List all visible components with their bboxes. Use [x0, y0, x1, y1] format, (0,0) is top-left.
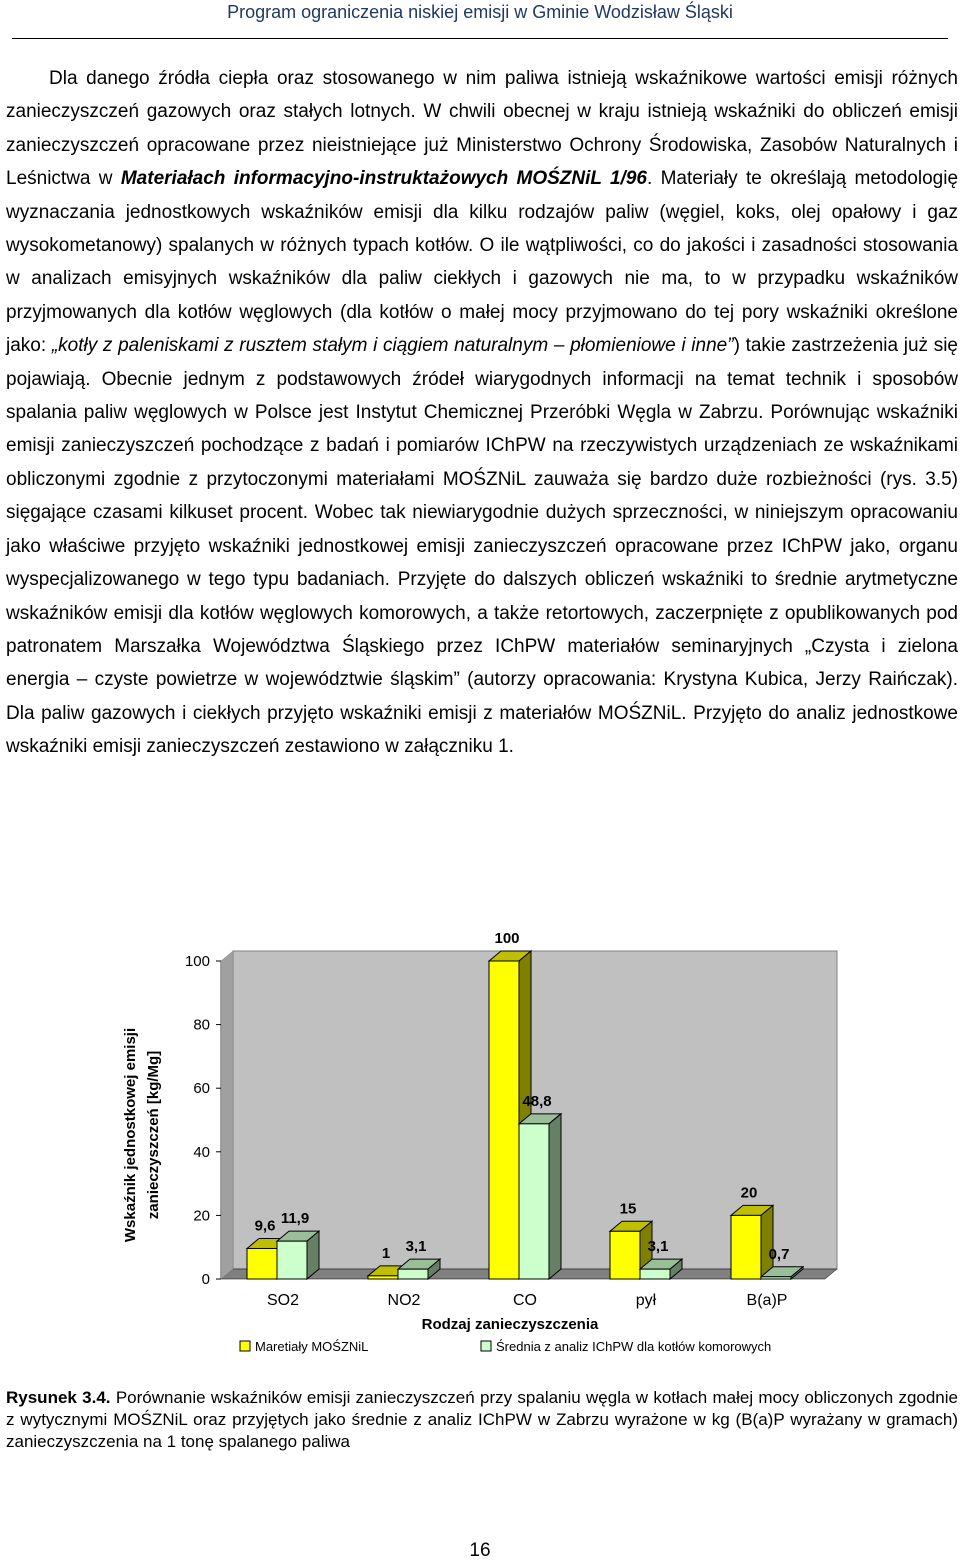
- paragraph-text: . Materiały te określają metodologię wyznaczania jednostkowych wskaźników emisji dla kilku rodzajów paliw (węgiel, koks, olej opałowy i gaz wysokometanowy) spalanych w różnych typach kotłów. O ile wątpliwości, co do jakości i zasadności stosowania w analizach emisyjnych wskaźników dla paliw ciekłych i gazowych nie ma, to w przypadku wskaźników przyjmowanych dla kotłów węglowych (dla kotłów o małej mocy przyjmowano do tej pory wskaźniki określone jako:: [6, 168, 959, 357]
- bar-front: [519, 1124, 549, 1279]
- category-label: SO2: [266, 1292, 300, 1309]
- bar-front: [247, 1248, 277, 1279]
- bar-data-label: 3,1: [405, 1238, 427, 1256]
- category-label: NO2: [387, 1292, 421, 1309]
- bar: [731, 1205, 773, 1279]
- bar-data-label: 0,7: [768, 1245, 790, 1263]
- bar-data-label: 48,8: [522, 1092, 552, 1110]
- caption-label: Rysunek 3.4.: [6, 1388, 111, 1407]
- bar-data-label: 20: [740, 1184, 758, 1202]
- chart-side-wall: [221, 951, 233, 1279]
- bar-front: [398, 1269, 428, 1279]
- body-text: [6, 62, 958, 764]
- y-axis-title-line1: Wskaźnik jednostkowej emisji: [122, 1027, 139, 1243]
- bar: [519, 1114, 561, 1279]
- bar-data-label: 15: [619, 1200, 637, 1218]
- y-tick-label: 100: [184, 953, 210, 970]
- legend-label-ichpw: Średnia z analiz IChPW dla kotłów komorowych: [496, 1339, 772, 1354]
- header-divider: [12, 38, 948, 39]
- bar-data-label: 9,6: [254, 1217, 276, 1235]
- legend-swatch-mosznil: [240, 1341, 250, 1351]
- legend-label-mosznil: Maretiały MOŚZNiL: [255, 1339, 369, 1354]
- caption-text: Porównanie wskaźników emisji zanieczyszczeń przy spalaniu węgla w kotłach małej mocy obliczonych zgodnie z wytycznymi MOŚZNiL oraz przyjętych jako średnie z analiz IChPW w Zabrzu wyrażone w kg (B(a)P wyrażany w gramach) zanieczyszczenia na 1 tonę spalanego paliwa: [6, 1388, 958, 1451]
- bar-front: [731, 1215, 761, 1279]
- paragraph-text: ) takie zastrzeżenia już się pojawiają. Obecnie jednym z podstawowych źródeł wiarygodnych informacji na temat technik i sposobów spalania paliw węglowych w Polsce jest Instytut Chemicznej Przeróbki Węgla w Zabrzu. Porównując wskaźniki emisji zanieczyszczeń pochodzące z badań i pomiarów IChPW na rzeczywistych urządzeniach ze wskaźnikami obliczonymi zgodnie z przytoczonymi materiałami MOŚZNiL zauważa się bardzo duże rozbieżności (rys. 3.5) sięgające czasami kilkuset procent. Wobec tak niewiarygodnie dużych sprzeczności, w niniejszym opracowaniu jako właściwe przyjęto wskaźniki jednostkowej emisji zanieczyszczeń opracowane przez IChPW jako, organu wyspecjalizowanego w tego typu badaniach. Przyjęte do dalszych obliczeń wskaźniki to średnie arytmetyczne wskaźników emisji dla kotłów węglowych komorowych, a także retortowych, zaczerpnięte z opublikowanych pod patronatem Marszałka Województwa Śląskiego przez IChPW materiałów seminaryjnych „Czysta i zielona energia – czyste powietrze w województwie śląskim” (autorzy opracowania: Krystyna Kubica, Jerzy Raińczak). Dla paliw gazowych i ciekłych przyjęto wskaźniki emisji z materiałów MOŚZNiL. Przyjęto do analiz jednostkowe wskaźniki emisji zanieczyszczeń zestawiono w załączniku 1.: [6, 335, 958, 758]
- bar-front: [610, 1231, 640, 1279]
- bar-front: [640, 1269, 670, 1279]
- category-labels: [267, 1292, 787, 1309]
- category-label: CO: [513, 1292, 537, 1309]
- emission-chart: [100, 925, 840, 1365]
- y-tick-label: 40: [193, 1143, 210, 1161]
- body-paragraph: [6, 62, 958, 764]
- bar-front: [761, 1277, 791, 1279]
- y-tick-labels: [185, 953, 221, 1288]
- bar-data-label: 1: [381, 1244, 391, 1262]
- bar-data-label: 11,9: [280, 1210, 310, 1228]
- boiler-type-quote: „kotły z paleniskami z rusztem stałym i ciągiem naturalnym – płomieniowe i inne”: [51, 335, 734, 357]
- y-tick-label: 20: [193, 1207, 210, 1225]
- paragraph-text: Dla danego źródła ciepła oraz stosowanego w nim paliwa istnieją wskaźnikowe wartości emisji różnych zanieczyszczeń gazowych oraz stałych lotnych. W chwili obecnej w kraju istnieją wskaźniki do obliczeń emisji zanieczyszczeń opracowane przez nieistniejące już Ministerstwo Ochrony Środowiska, Zasobów Naturalnych i Leśnictwa w: [6, 68, 958, 190]
- bar-front: [489, 961, 519, 1279]
- bar-side: [549, 1114, 561, 1279]
- bar-data-label: 3,1: [647, 1238, 669, 1256]
- category-label: B(a)P: [746, 1292, 788, 1309]
- chart-canvas: [100, 925, 840, 1365]
- document-reference: Materiałach informacyjno-instruktażowych MOŚZNiL 1/96: [120, 168, 647, 190]
- bar-front: [277, 1241, 307, 1279]
- page-header: Program ograniczenia niskiej emisji w Gminie Wodzisław Śląski: [227, 2, 733, 22]
- category-label: pył: [635, 1292, 657, 1309]
- y-tick-label: 0: [201, 1271, 210, 1288]
- y-tick-label: 80: [193, 1016, 210, 1034]
- x-axis-title: Rodzaj zanieczyszczenia: [421, 1316, 599, 1333]
- page-number: 16: [469, 1540, 491, 1561]
- y-tick-label: 60: [193, 1080, 210, 1098]
- legend-swatch-ichpw: [481, 1341, 491, 1351]
- bar-front: [368, 1276, 398, 1279]
- figure-caption: [6, 1387, 958, 1453]
- bar-data-label: 100: [494, 930, 520, 947]
- bar: [277, 1231, 319, 1279]
- y-axis-title-line2: zanieczyszczeń [kg/Mg]: [145, 1050, 162, 1220]
